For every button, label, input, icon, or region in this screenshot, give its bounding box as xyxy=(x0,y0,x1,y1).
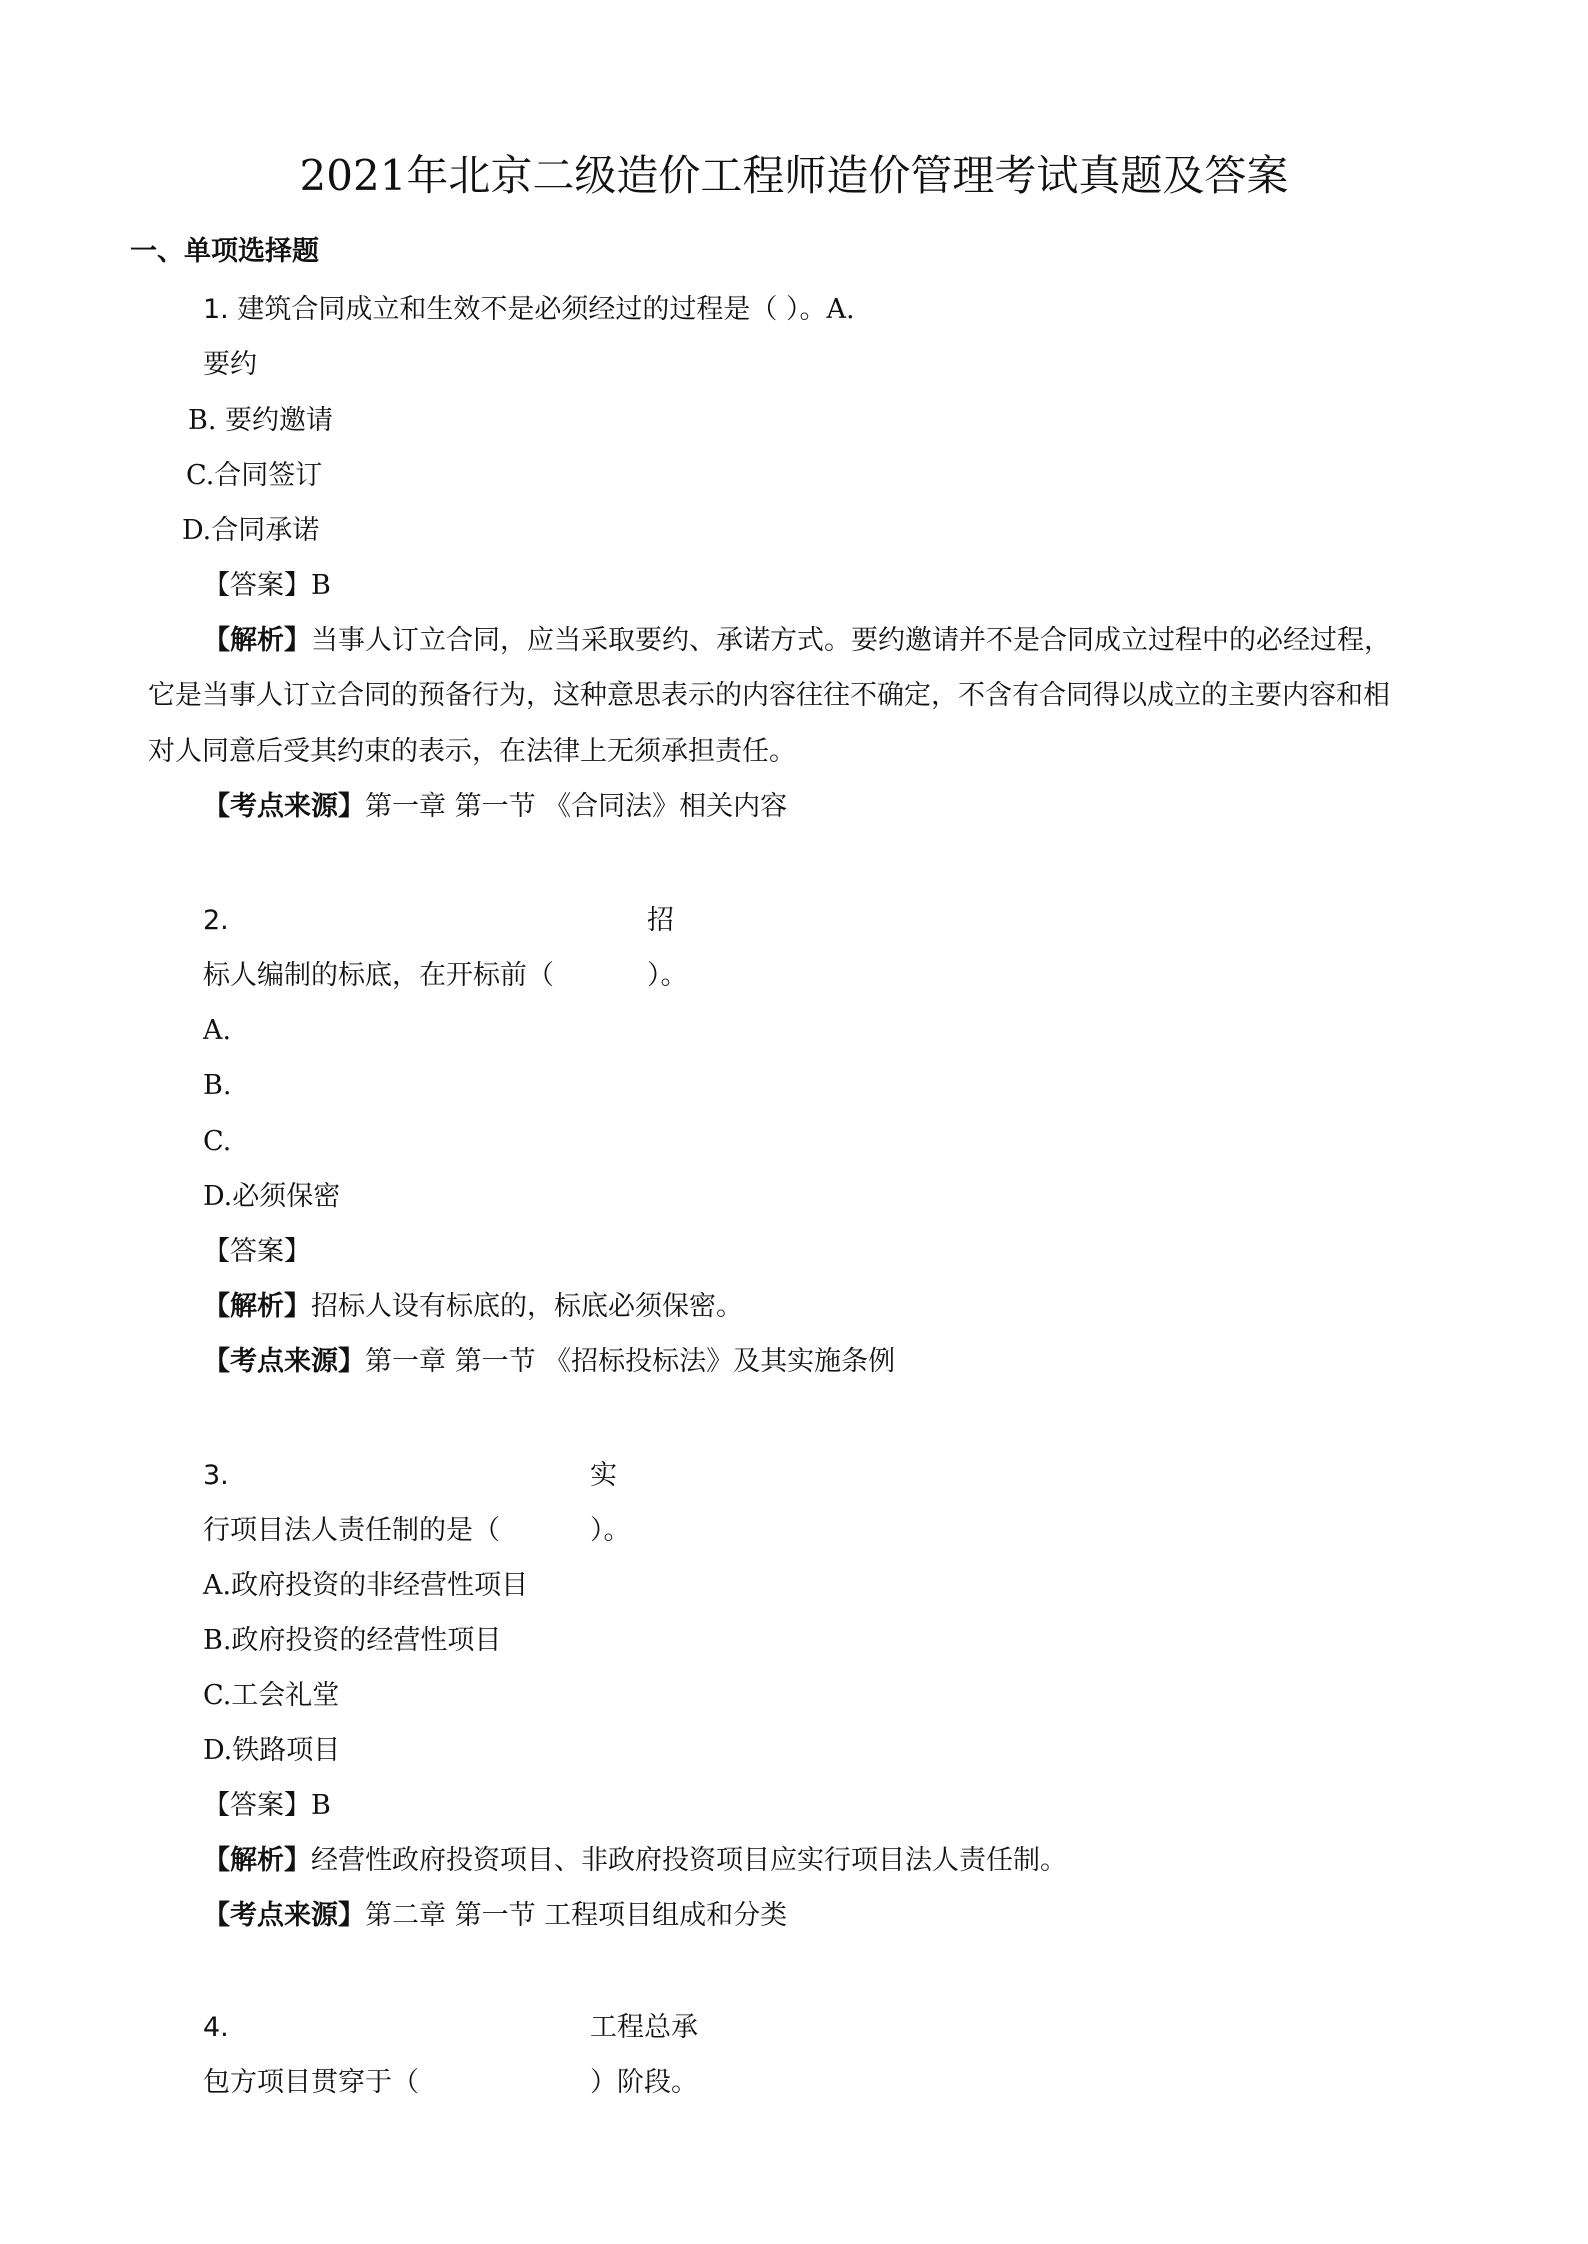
question-1-answer xyxy=(203,568,331,604)
question-2-option-b: B. xyxy=(203,1070,232,1101)
question-3-source xyxy=(203,1898,787,1934)
source-label: 【考点来源】 xyxy=(203,1900,365,1931)
question-1-stem-line2: 要约 xyxy=(203,349,257,380)
question-2-option-c: C. xyxy=(203,1126,232,1157)
question-2-stem-close: ）。 xyxy=(647,960,688,991)
page-title: 2021年北京二级造价工程师造价管理考试真题及答案 xyxy=(299,151,1289,200)
source-text: 第一章 第一节 《合同法》相关内容 xyxy=(365,791,788,822)
analysis-label: 【解析】 xyxy=(203,1845,311,1876)
analysis-label: 【解析】 xyxy=(203,625,311,656)
answer-label: 【答案】 xyxy=(203,570,311,601)
question-2-stem-part: 招 xyxy=(647,905,674,936)
source-text: 第一章 第一节 《招标投标法》及其实施条例 xyxy=(365,1346,896,1377)
source-text: 第二章 第一节 工程项目组成和分类 xyxy=(365,1900,788,1931)
question-1-analysis-line3: 对人同意后受其约束的表示，在法律上无须承担责任。 xyxy=(148,736,796,767)
question-3-number: 3. xyxy=(203,1460,229,1491)
question-2-option-d: D.必须保密 xyxy=(203,1181,341,1212)
answer-value: B xyxy=(311,1790,331,1821)
analysis-text: 招标人设有标底的，标底必须保密。 xyxy=(311,1291,743,1322)
question-3-stem-close: ）。 xyxy=(590,1515,631,1546)
answer-label: 【答案】 xyxy=(203,1790,311,1821)
question-4-number: 4. xyxy=(203,2012,229,2043)
question-2-option-a: A. xyxy=(203,1015,232,1046)
question-1-option-c: C.合同签订 xyxy=(186,460,323,491)
question-3-stem-line2: 行项目法人责任制的是（ xyxy=(203,1515,500,1546)
question-4-stem-close: ）阶段。 xyxy=(590,2067,698,2098)
question-1-analysis-line1 xyxy=(203,623,1391,659)
question-1-stem xyxy=(203,292,855,328)
question-3-option-a: A.政府投资的非经营性项目 xyxy=(203,1570,529,1601)
question-2-stem-line2: 标人编制的标底，在开标前（ xyxy=(203,960,554,991)
question-4-stem-part: 工程总承 xyxy=(590,2012,698,2043)
analysis-label: 【解析】 xyxy=(203,1291,311,1322)
answer-value: B xyxy=(311,570,331,601)
question-3-option-c: C.工会礼堂 xyxy=(203,1680,340,1711)
question-4-stem-line2: 包方项目贯穿于（ xyxy=(203,2067,419,2098)
question-1-stem-line1: 建筑合同成立和生效不是必须经过的过程是（ ）。A. xyxy=(237,294,855,325)
question-3-analysis xyxy=(203,1843,1067,1879)
analysis-text: 当事人订立合同，应当采取要约、承诺方式。要约邀请并不是合同成立过程中的必经过程， xyxy=(311,625,1391,656)
question-2-number: 2. xyxy=(203,905,229,936)
question-2-analysis xyxy=(203,1289,743,1325)
question-2-source xyxy=(203,1344,895,1380)
question-1-source xyxy=(203,789,787,825)
question-3-answer xyxy=(203,1788,331,1824)
question-3-stem-part: 实 xyxy=(590,1460,617,1491)
source-label: 【考点来源】 xyxy=(203,1346,365,1377)
analysis-text: 经营性政府投资项目、非政府投资项目应实行项目法人责任制。 xyxy=(311,1845,1067,1876)
section-heading: 一、单项选择题 xyxy=(130,236,319,267)
question-1-analysis-line2: 它是当事人订立合同的预备行为，这种意思表示的内容往往不确定，不含有合同得以成立的主要内容和相 xyxy=(148,680,1390,711)
question-1-option-b: B. 要约邀请 xyxy=(188,405,334,436)
source-label: 【考点来源】 xyxy=(203,791,365,822)
question-2-answer-label: 【答案】 xyxy=(203,1236,311,1267)
question-1-number: 1. xyxy=(203,294,229,325)
question-3-option-b: B.政府投资的经营性项目 xyxy=(203,1625,502,1656)
question-1-option-d: D.合同承诺 xyxy=(182,515,320,546)
question-3-option-d: D.铁路项目 xyxy=(203,1735,341,1766)
